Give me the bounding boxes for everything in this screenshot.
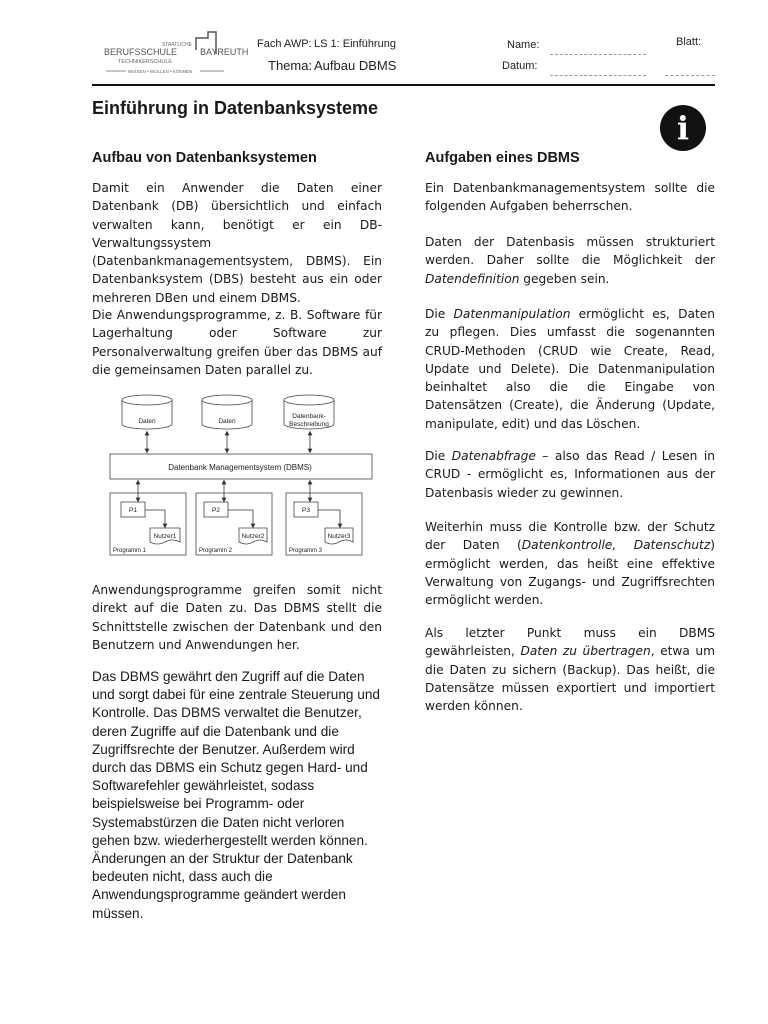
thema-value: Aufbau DBMS bbox=[314, 58, 397, 73]
left-paragraph-2: Die Anwendungsprogramme, z. B. Software für Lagerhaltung oder Software zur Personalverwaltung greifen über das DBMS auf die gemeinsamen Daten parallel zu. bbox=[92, 308, 382, 377]
page-title: Einführung in Datenbanksysteme bbox=[92, 98, 379, 118]
svg-text:Datenbank-: Datenbank- bbox=[292, 413, 326, 420]
datum-field[interactable] bbox=[550, 75, 646, 76]
blatt-field[interactable] bbox=[665, 75, 715, 76]
thema-label: Thema: bbox=[268, 58, 313, 73]
datum-label: Datum: bbox=[502, 60, 538, 72]
header-divider bbox=[92, 84, 715, 86]
right-paragraph-6: Als letzter Punkt muss ein DBMS gewährleisten, Daten zu übertragen, etwa um die Daten zu sichern (Backup). Das heißt, die Datensätze müssen exportiert und importiert werden können. bbox=[425, 626, 715, 714]
right-heading: Aufgaben eines DBMS bbox=[425, 150, 580, 166]
svg-text:BERUFSSCHULE: BERUFSSCHULE bbox=[104, 47, 178, 57]
name-label: Name: bbox=[507, 39, 540, 51]
left-paragraph-4: Das DBMS gewährt den Zugriff auf die Daten und sorgt dabei für eine zentrale Steuerung und Kontrolle. Das DBMS verwaltet die Benutzer, deren Zugriffe auf die Datenbank und die Zugriffsrechte der Benutzer. Außerdem wird durch das DBMS ein Schutz gegen Hard- und Softwarefehler gewährleistet, sodass beispielsweise bei Programm- oder Systemabstürzen die Daten nicht verloren gehen bzw. wiederhergestellt werden können. Änderungen an der Struktur der Datenbank bedeuten nicht, dass auch die Anwendungsprogramme geändert werden müssen. bbox=[92, 669, 380, 921]
logo-graphic bbox=[104, 30, 249, 82]
right-paragraph-2: Daten der Datenbasis müssen strukturiert werden. Daher sollte die Möglichkeit der Datendefinition gegeben sein. bbox=[425, 235, 715, 286]
svg-text:Nutzer1: Nutzer1 bbox=[153, 533, 177, 540]
fach-value: LS 1: Einführung bbox=[314, 38, 396, 50]
svg-text:Beschreibung: Beschreibung bbox=[289, 421, 329, 428]
right-paragraph-4: Die Datenabfrage – also das Read / Lesen in CRUD - ermöglicht es, Informationen aus der Datenbasis wieder zu gewinnen. bbox=[425, 449, 715, 500]
svg-text:TECHNIKERSCHULE: TECHNIKERSCHULE bbox=[118, 59, 173, 65]
svg-text:Daten: Daten bbox=[218, 418, 236, 425]
left-paragraph-1: Damit ein Anwender die Daten einer Datenbank (DB) übersichtlich und einfach verwalten kann, benötigt er ein DB-Verwaltungssystem (Datenbankmanagementsystem, DBMS). Ein Datenbanksystem (DBS) besteht aus ein oder mehreren DBen und einem DBMS. bbox=[92, 181, 382, 305]
svg-text:Programm 1: Programm 1 bbox=[113, 548, 147, 554]
right-paragraph-5: Weiterhin muss die Kontrolle bzw. der Schutz der Daten (Datenkontrolle, Datenschutz) ermöglicht werden, das heißt eine effektive Verwaltung von Zugangs- und Zugriffsrechten ermöglicht werden. bbox=[425, 520, 715, 608]
right-paragraph-1: Ein Datenbankmanagementsystem sollte die folgenden Aufgaben beherrschen. bbox=[425, 181, 715, 214]
name-field[interactable] bbox=[550, 54, 646, 55]
svg-text:P3: P3 bbox=[302, 507, 310, 514]
svg-text:Datenbank Managementsystem (DB: Datenbank Managementsystem (DBMS) bbox=[168, 463, 312, 472]
svg-text:Nutzer3: Nutzer3 bbox=[327, 533, 351, 540]
svg-text:Nutzer2: Nutzer2 bbox=[241, 533, 265, 540]
fach-label: Fach AWP: bbox=[257, 38, 312, 50]
svg-text:STAATLICHE: STAATLICHE bbox=[161, 42, 192, 48]
svg-text:BAYREUTH: BAYREUTH bbox=[200, 47, 249, 57]
svg-text:WISSEN • WOLLEN • KÖNNEN: WISSEN • WOLLEN • KÖNNEN bbox=[128, 69, 193, 74]
svg-text:P2: P2 bbox=[212, 507, 220, 514]
blatt-label: Blatt: bbox=[676, 36, 702, 48]
right-paragraph-3: Die Datenmanipulation ermöglicht es, Daten zu pflegen. Dies umfasst die sogenannten CRUD-Methoden (CRUD wie Create, Read, Update und Delete). Die Datenmanipulation beinhaltet also die die Eingabe von Datensätzen (Create), die Änderung (Update, manipulate, edit) und das Löschen. bbox=[425, 307, 715, 431]
svg-text:Daten: Daten bbox=[138, 418, 156, 425]
dbms-diagram bbox=[100, 390, 380, 565]
school-logo bbox=[104, 30, 249, 82]
info-icon: i bbox=[660, 105, 706, 151]
left-heading: Aufbau von Datenbanksystemen bbox=[92, 150, 317, 166]
svg-text:P1: P1 bbox=[129, 507, 137, 514]
left-paragraph-3: Anwendungsprogramme greifen somit nicht direkt auf die Daten zu. Das DBMS stellt die Schnittstelle zwischen der Datenbank und den Benutzern und Anwendungen her. bbox=[92, 583, 382, 652]
svg-text:Programm 3: Programm 3 bbox=[289, 548, 323, 554]
svg-text:Programm 2: Programm 2 bbox=[199, 548, 233, 554]
